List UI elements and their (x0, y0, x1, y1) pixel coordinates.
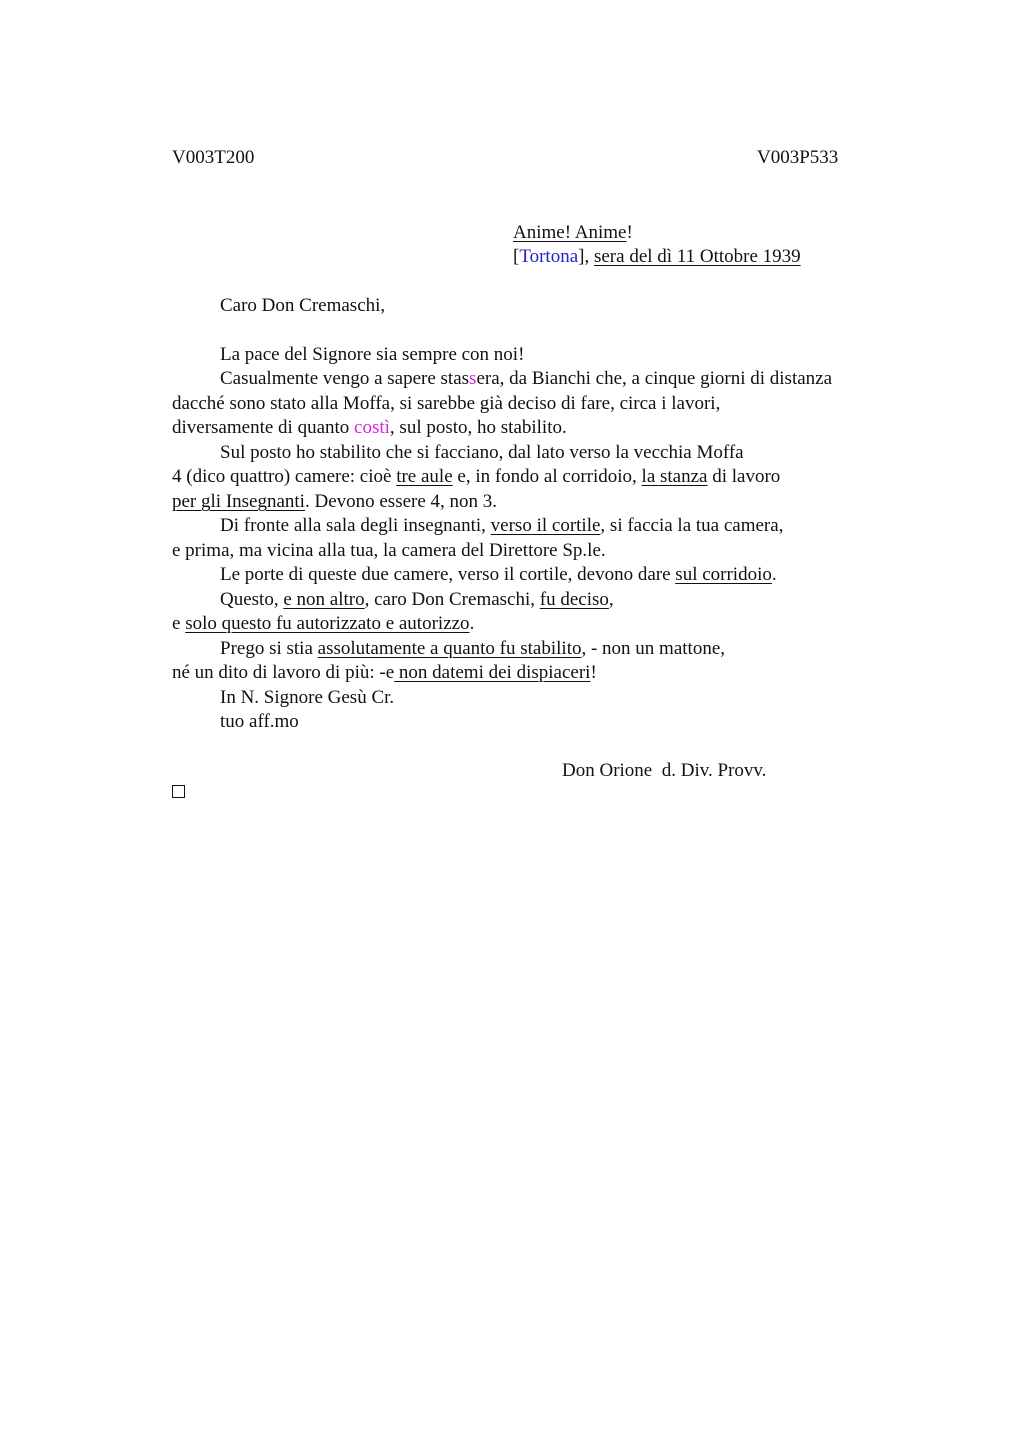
body-line-3: dacché sono stato alla Moffa, si sarebbe già deciso di fare, circa i lavori, (172, 393, 721, 414)
heading-motto: Anime! Anime (513, 222, 627, 243)
heading-line-1: Anime! Anime! (513, 222, 633, 243)
header-left-code: V003T200 (172, 147, 255, 168)
letter-date: sera del dì 11 Ottobre 1939 (593, 246, 801, 267)
header-right-code: V003P533 (757, 147, 839, 168)
body-line-13: Prego si stia assolutamente a quanto fu stabilito, - non un mattone, (220, 638, 726, 659)
body-line-5: Sul posto ho stabilito che si facciano, dal lato verso la vecchia Moffa (220, 442, 744, 463)
heading-line-2: [Tortona], sera del dì 11 Ottobre 1939 (513, 246, 801, 267)
place-name: Tortona (519, 246, 579, 267)
body-line-10: Le porte di queste due camere, verso il cortile, devono dare sul corridoio. (220, 564, 777, 585)
body-line-11: Questo, e non altro, caro Don Cremaschi, fu deciso, (220, 589, 614, 610)
body-line-6: 4 (dico quattro) camere: cioè tre aule e, in fondo al corridoio, la stanza di lavoro (172, 466, 781, 487)
body-line-4: diversamente di quanto costì, sul posto, ho stabilito. (172, 417, 567, 438)
salutation: Caro Don Cremaschi, (220, 295, 386, 316)
body-line-1: La pace del Signore sia sempre con noi! (220, 344, 525, 365)
signature: Don Orione d. Div. Provv. (562, 760, 767, 781)
body-line-12: e solo questo fu autorizzato e autorizzo. (172, 613, 475, 634)
body-line-9: e prima, ma vicina alla tua, la camera del Direttore Sp.le. (172, 540, 606, 561)
body-line-2: Casualmente vengo a sapere stassera, da Bianchi che, a cinque giorni di distanza (220, 368, 833, 389)
closing-affection: tuo aff.mo (220, 711, 299, 732)
closing-line: In N. Signore Gesù Cr. (220, 687, 395, 708)
highlighted-correction: s (469, 368, 477, 389)
highlighted-word: costì (354, 417, 390, 438)
body-line-8: Di fronte alla sala degli insegnanti, verso il cortile, si faccia la tua camera, (220, 515, 784, 536)
body-line-14: né un dito di lavoro di più: -e non datemi dei dispiaceri! (172, 662, 597, 683)
square-outline-icon (172, 785, 185, 798)
body-line-7: per gli Insegnanti. Devono essere 4, non 3. (172, 491, 498, 512)
